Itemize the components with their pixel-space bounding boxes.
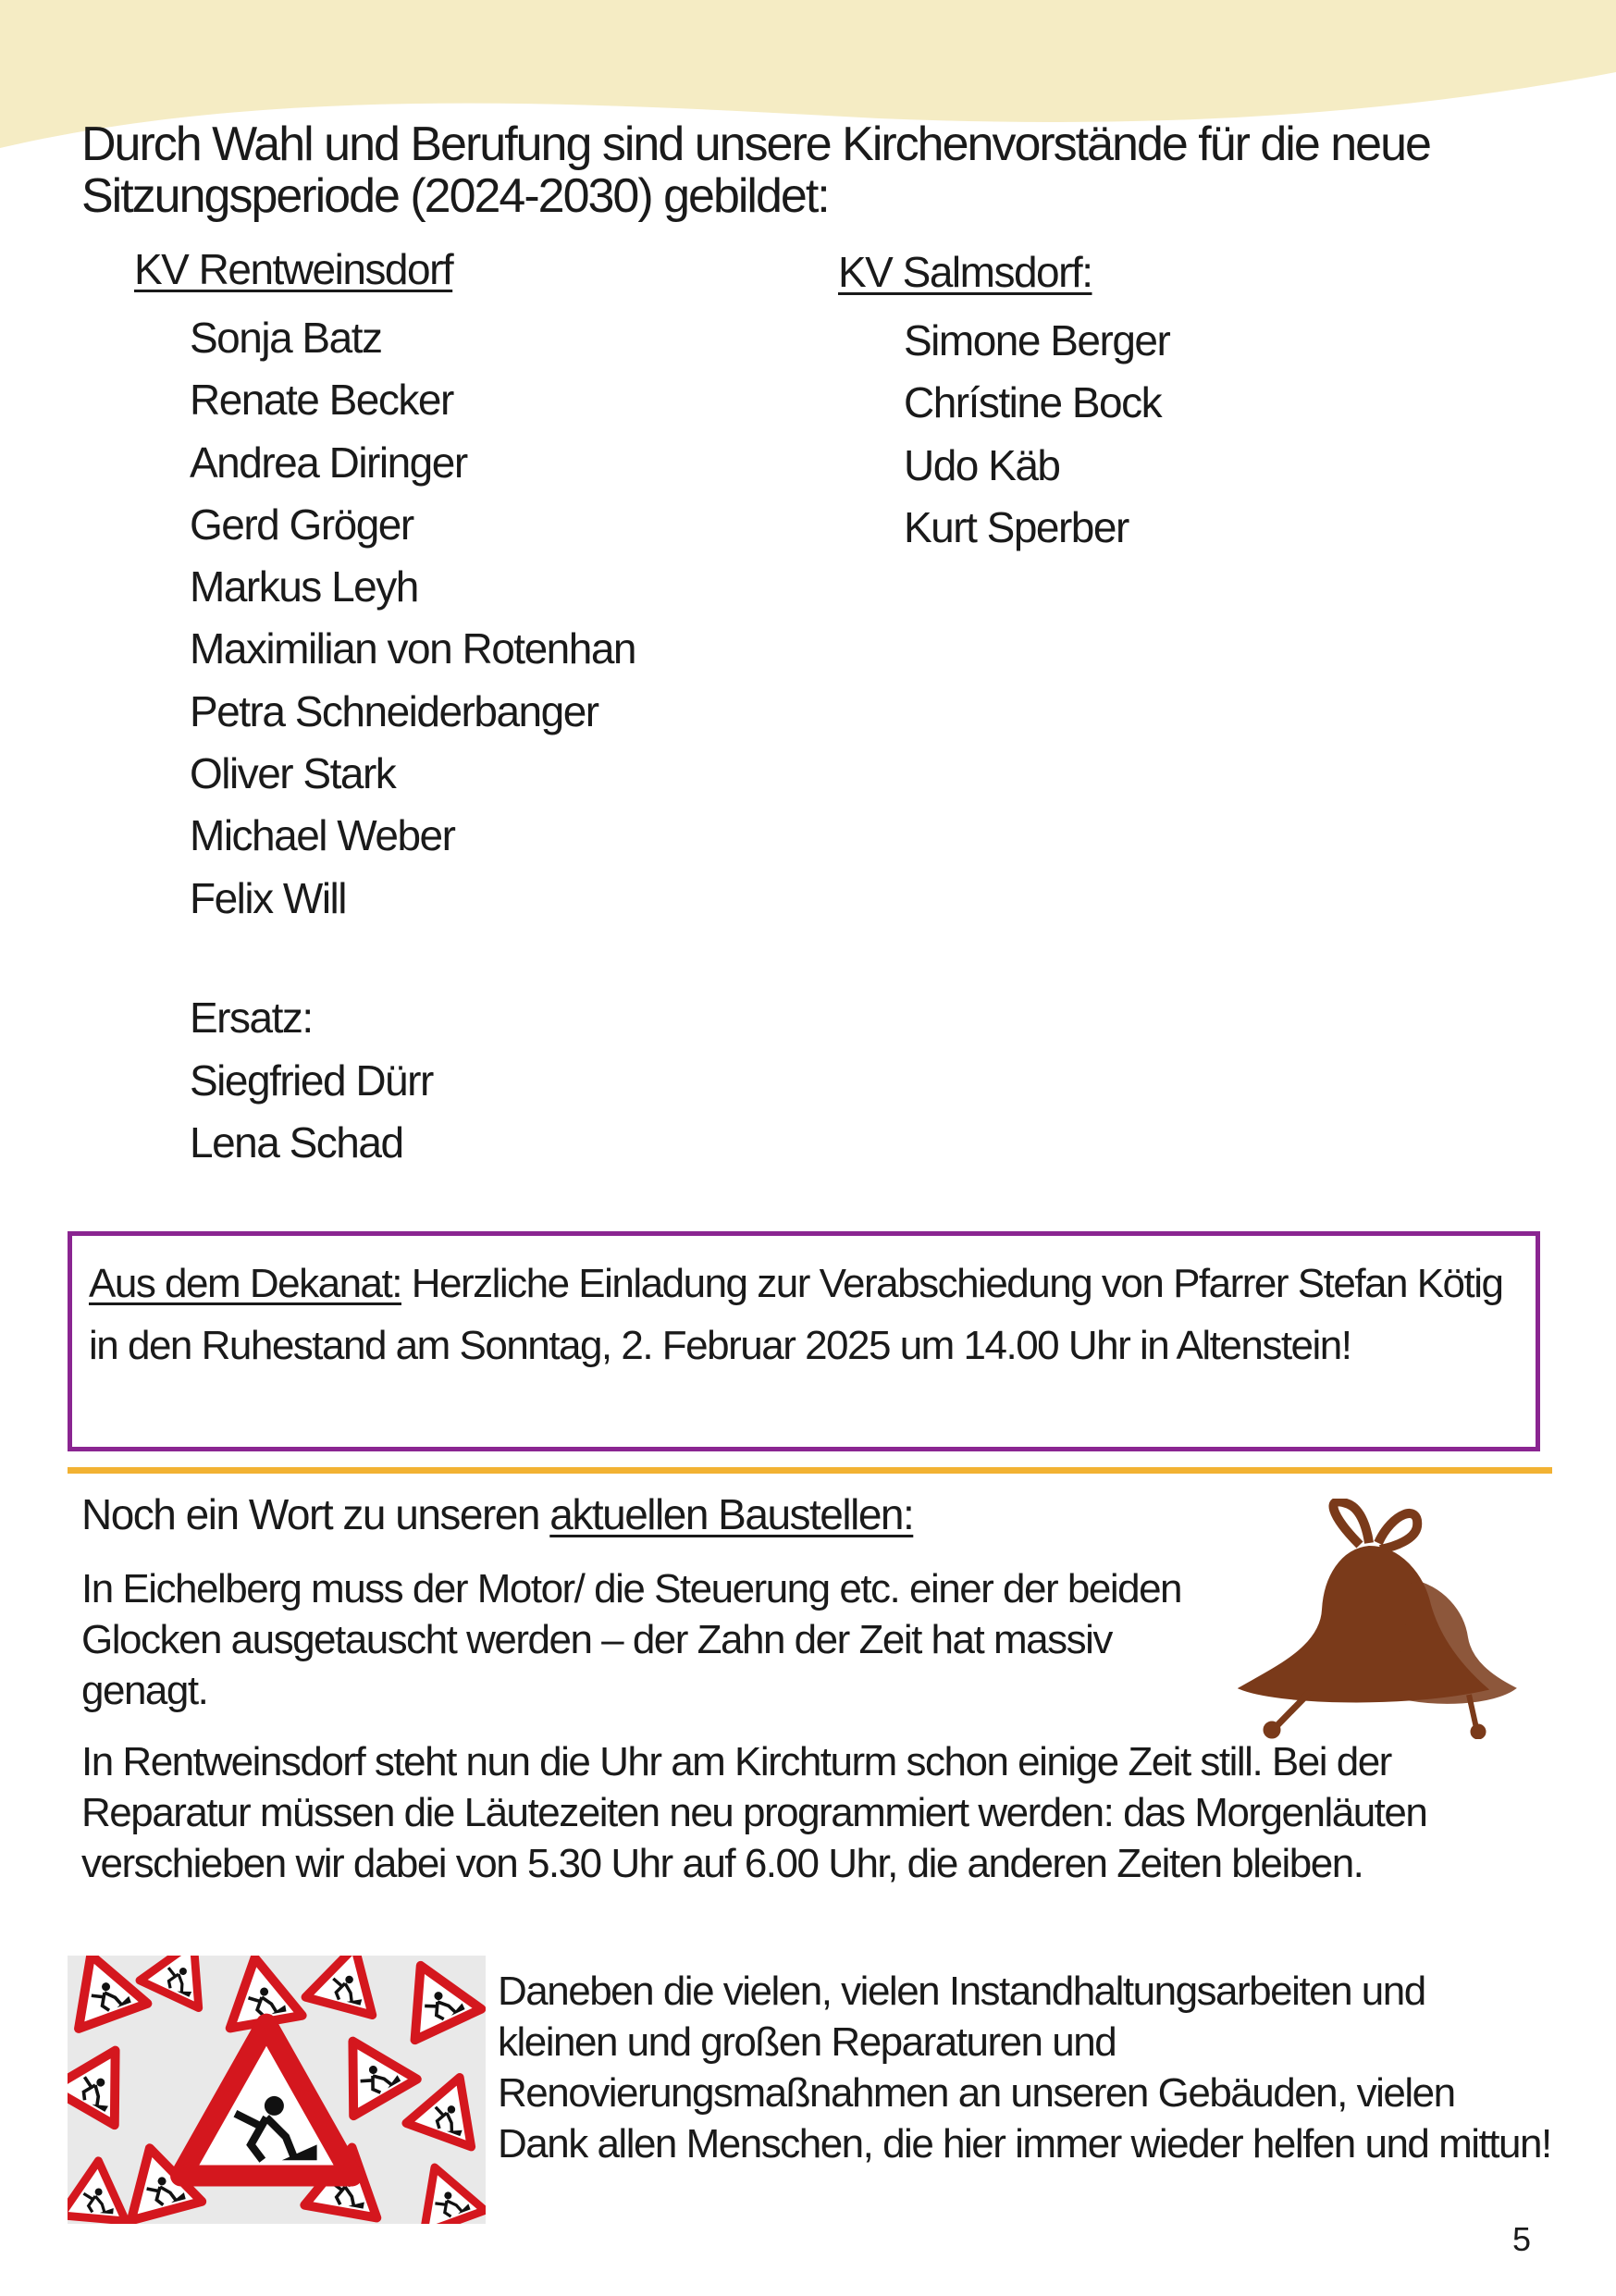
divider (68, 1467, 1552, 1474)
paragraph-rentweinsdorf: In Rentweinsdorf steht nun die Uhr am Kirchturm schon einige Zeit still. Bei der Reparatur müssen die Läutezeiten neu programmiert werden: das Morgenläuten verschieben wir dabei von 5.30 Uhr auf 6.00 Uhr, die anderen Zeiten bleiben. (81, 1739, 1427, 1886)
member-name: Chrístine Bock (904, 378, 1162, 427)
member-name: Andrea Diringer (190, 438, 467, 487)
bells-icon (1221, 1499, 1536, 1739)
dekanat-heading: Aus dem Dekanat: (89, 1261, 401, 1306)
member-name: Maximilian von Rotenhan (190, 624, 635, 673)
page-number: 5 (1512, 2220, 1530, 2258)
paragraph-eichelberg: In Eichelberg muss der Motor/ die Steuerung etc. einer der beiden Glocken ausgetauscht werden – der Zahn der Zeit hat massiv genagt. (81, 1566, 1182, 1713)
member-name: Renate Becker (190, 376, 453, 425)
kv-salmsdorf-members (904, 310, 1169, 559)
member-name: Oliver Stark (190, 749, 396, 798)
intro-text: Durch Wahl und Berufung sind unsere Kirchenvorstände für die neue Sitzungsperiode (2024-2030) gebildet: (81, 117, 1430, 223)
paragraph-instandhaltung: Daneben die vielen, vielen Instandhaltungsarbeiten und kleinen und großen Reparaturen und Renovierungsmaßnahmen an unseren Gebäuden, vielen Dank allen Menschen, die hier immer wieder helfen und mittun! (498, 1969, 1551, 2166)
dekanat-announcement-box (68, 1231, 1540, 1451)
ersatz-label: Ersatz: (190, 994, 313, 1042)
member-name: Markus Leyh (190, 562, 418, 611)
baustellen-heading (81, 1487, 913, 1541)
kv-salmsdorf-heading: KV Salmsdorf: (838, 248, 1092, 296)
member-name: Kurt Sperber (904, 502, 1129, 551)
baustellen-heading-underlined: aktuellen Baustellen: (549, 1490, 914, 1538)
member-name: Sonja Batz (190, 314, 382, 362)
kv-rentweinsdorf-heading: KV Rentweinsdorf (134, 245, 453, 293)
member-name: Petra Schneiderbanger (190, 686, 598, 735)
kv-rentweinsdorf-members (190, 307, 635, 930)
dekanat-text: Herzliche Einladung zur Verabschiedung von Pfarrer Stefan Kötig in den Ruhestand am Sonntag, 2. Februar 2025 um 14.00 Uhr in Altenstein! (89, 1261, 1503, 1368)
member-name: Gerd Gröger (190, 500, 413, 549)
member-name: Michael Weber (190, 811, 455, 860)
member-name: Udo Käb (904, 440, 1060, 489)
ersatz-name: Siegfried Dürr (190, 1056, 433, 1105)
baustellen-intro: Noch ein Wort zu unseren (81, 1490, 550, 1538)
construction-sign-icon (68, 1956, 486, 2224)
member-name: Simone Berger (904, 316, 1170, 364)
member-name: Felix Will (190, 873, 346, 922)
ersatz-name: Lena Schad (190, 1118, 403, 1167)
